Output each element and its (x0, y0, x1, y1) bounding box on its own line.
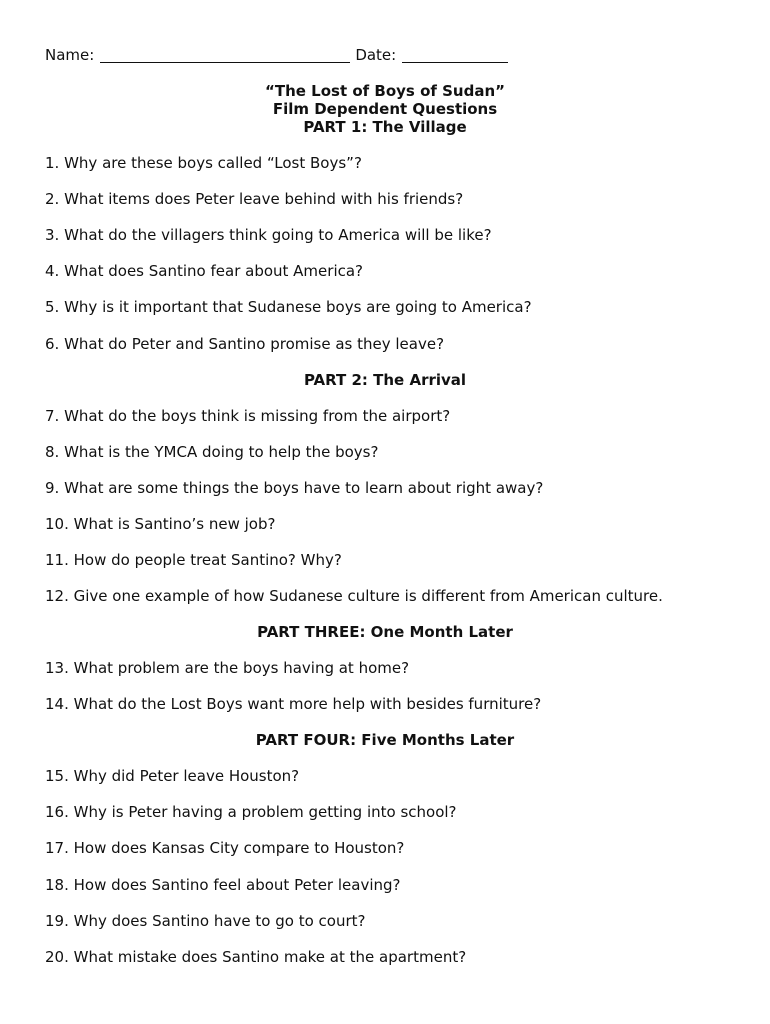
question-16: 16. Why is Peter having a problem getting into school? (45, 803, 457, 821)
question-14: 14. What do the Lost Boys want more help with besides furniture? (45, 695, 542, 713)
question-1: 1. Why are these boys called “Lost Boys”? (45, 154, 362, 172)
title-line-1: “The Lost of Boys of Sudan” (265, 82, 505, 100)
question-9: 9. What are some things the boys have to learn about right away? (45, 479, 544, 497)
question-12: 12. Give one example of how Sudanese culture is different from American culture. (45, 587, 663, 605)
question-18: 18. How does Santino feel about Peter leaving? (45, 876, 401, 894)
question-7: 7. What do the boys think is missing from the airport? (45, 407, 451, 425)
question-13: 13. What problem are the boys having at home? (45, 659, 410, 677)
question-17: 17. How does Kansas City compare to Houston? (45, 839, 405, 857)
question-19: 19. Why does Santino have to go to court? (45, 912, 366, 930)
name-blank-field[interactable] (100, 61, 350, 63)
question-2: 2. What items does Peter leave behind with his friends? (45, 190, 464, 208)
question-5: 5. Why is it important that Sudanese boys are going to America? (45, 298, 532, 316)
title-line-2: Film Dependent Questions (272, 100, 498, 118)
question-11: 11. How do people treat Santino? Why? (45, 551, 342, 569)
part-2-heading: PART 2: The Arrival (303, 371, 467, 389)
question-3: 3. What do the villagers think going to America will be like? (45, 226, 492, 244)
question-6: 6. What do Peter and Santino promise as they leave? (45, 335, 445, 353)
question-20: 20. What mistake does Santino make at the apartment? (45, 948, 467, 966)
question-15: 15. Why did Peter leave Houston? (45, 767, 300, 785)
question-4: 4. What does Santino fear about America? (45, 262, 364, 280)
question-10: 10. What is Santino’s new job? (45, 515, 276, 533)
date-blank-field[interactable] (402, 61, 508, 63)
name-date-line (45, 46, 508, 64)
question-8: 8. What is the YMCA doing to help the boys? (45, 443, 379, 461)
part-1-heading: PART 1: The Village (303, 118, 467, 136)
worksheet-title (0, 82, 770, 136)
date-label: Date: (355, 46, 397, 64)
part-3-heading: PART THREE: One Month Later (257, 623, 513, 641)
part-4-heading: PART FOUR: Five Months Later (255, 731, 515, 749)
name-label: Name: (45, 46, 95, 64)
